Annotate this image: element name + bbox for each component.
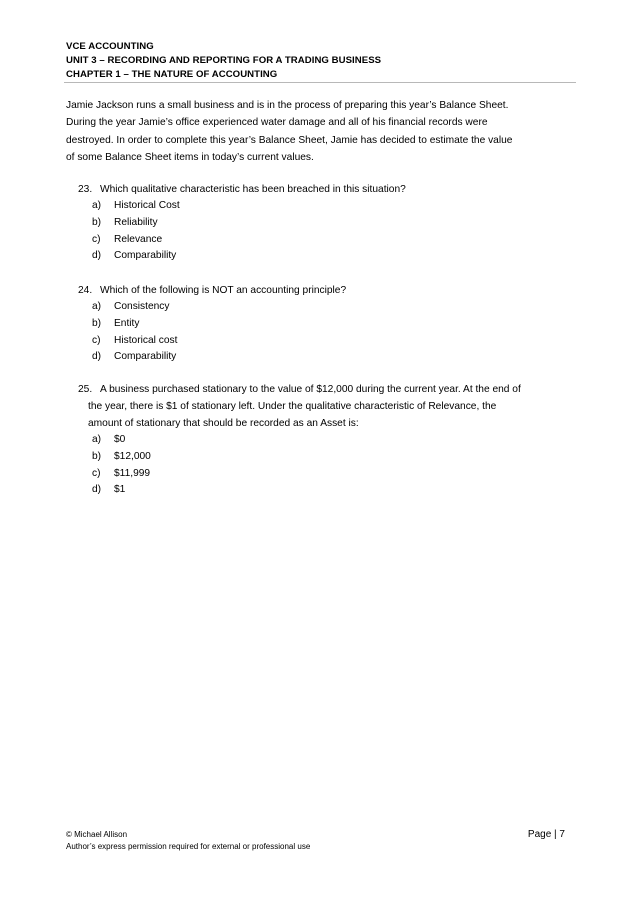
question-text-continued xyxy=(78,398,573,432)
intro-line: destroyed. In order to complete this year’s Balance Sheet, Jamie has decided to estimate the value xyxy=(66,134,513,146)
answer-option xyxy=(78,333,573,350)
header-divider xyxy=(64,82,576,83)
question-25 xyxy=(78,381,573,499)
header-unit: UNIT 3 – RECORDING AND REPORTING FOR A TRADING BUSINESS xyxy=(66,55,382,66)
question-text: Which qualitative characteristic has been breached in this situation? xyxy=(100,184,406,195)
question-number: 25. xyxy=(78,384,93,395)
answer-option xyxy=(78,449,573,466)
question-number: 24. xyxy=(78,285,93,296)
header-chapter: CHAPTER 1 – THE NATURE OF ACCOUNTING xyxy=(66,69,278,80)
answer-option xyxy=(78,215,573,232)
answer-option xyxy=(78,198,573,215)
option-text: Relevance xyxy=(114,233,163,245)
option-letter: c) xyxy=(92,467,101,479)
question-text: Which of the following is NOT an accounting principle? xyxy=(100,285,347,296)
question-number: 23. xyxy=(78,184,93,195)
option-letter: b) xyxy=(92,216,102,228)
answer-option xyxy=(78,232,573,249)
option-letter: d) xyxy=(92,484,102,496)
question-stem xyxy=(78,181,573,198)
option-text: $0 xyxy=(114,434,126,445)
question-text-line: A business purchased stationary to the value of $12,000 during the current year. At the end of xyxy=(100,384,521,395)
option-letter: a) xyxy=(92,434,102,445)
option-text: $1 xyxy=(114,484,126,496)
option-text: Consistency xyxy=(114,301,170,312)
page-footer xyxy=(66,829,310,853)
option-text: $12,000 xyxy=(114,450,151,462)
option-letter: c) xyxy=(92,233,101,245)
question-text-line: the year, there is $1 of stationary left. Under the qualitative characteristic of Relevance, the xyxy=(88,401,497,412)
option-letter: a) xyxy=(92,301,102,312)
option-text: Entity xyxy=(114,317,140,329)
intro-line: Jamie Jackson runs a small business and is in the process of preparing this year’s Balance Sheet. xyxy=(66,100,509,111)
option-text: Historical cost xyxy=(114,334,178,346)
answer-option xyxy=(78,316,573,333)
page-number: Page | 7 xyxy=(527,829,565,840)
answer-option xyxy=(78,248,573,265)
answer-option xyxy=(78,432,573,449)
option-text: Reliability xyxy=(114,216,158,228)
question-text-line: amount of stationary that should be recorded as an Asset is: xyxy=(88,418,359,429)
option-text: $11,999 xyxy=(114,467,151,479)
question-23 xyxy=(78,181,573,265)
header-course: VCE ACCOUNTING xyxy=(66,41,154,52)
option-text: Historical Cost xyxy=(114,200,180,211)
intro-line: of some Balance Sheet items in today’s current values. xyxy=(66,151,314,163)
answer-option xyxy=(78,466,573,483)
option-text: Comparability xyxy=(114,351,177,363)
option-letter: c) xyxy=(92,334,101,346)
question-text xyxy=(100,381,573,398)
answer-option xyxy=(78,482,573,499)
intro-paragraph xyxy=(66,97,571,166)
option-text: Comparability xyxy=(114,250,177,262)
question-24 xyxy=(78,282,573,366)
option-letter: d) xyxy=(92,250,102,262)
question-stem xyxy=(78,282,573,299)
footer-permission: Author’s express permission required for external or professional use xyxy=(66,842,311,851)
question-stem xyxy=(78,381,573,398)
option-letter: d) xyxy=(92,351,102,363)
footer-copyright: © Michael Allison xyxy=(66,830,128,839)
option-letter: b) xyxy=(92,450,102,462)
intro-line: During the year Jamie’s office experienced water damage and all of his financial records were xyxy=(66,117,488,129)
page-header xyxy=(66,40,576,82)
option-letter: b) xyxy=(92,317,102,329)
answer-option xyxy=(78,299,573,316)
answer-option xyxy=(78,349,573,366)
option-letter: a) xyxy=(92,200,102,211)
